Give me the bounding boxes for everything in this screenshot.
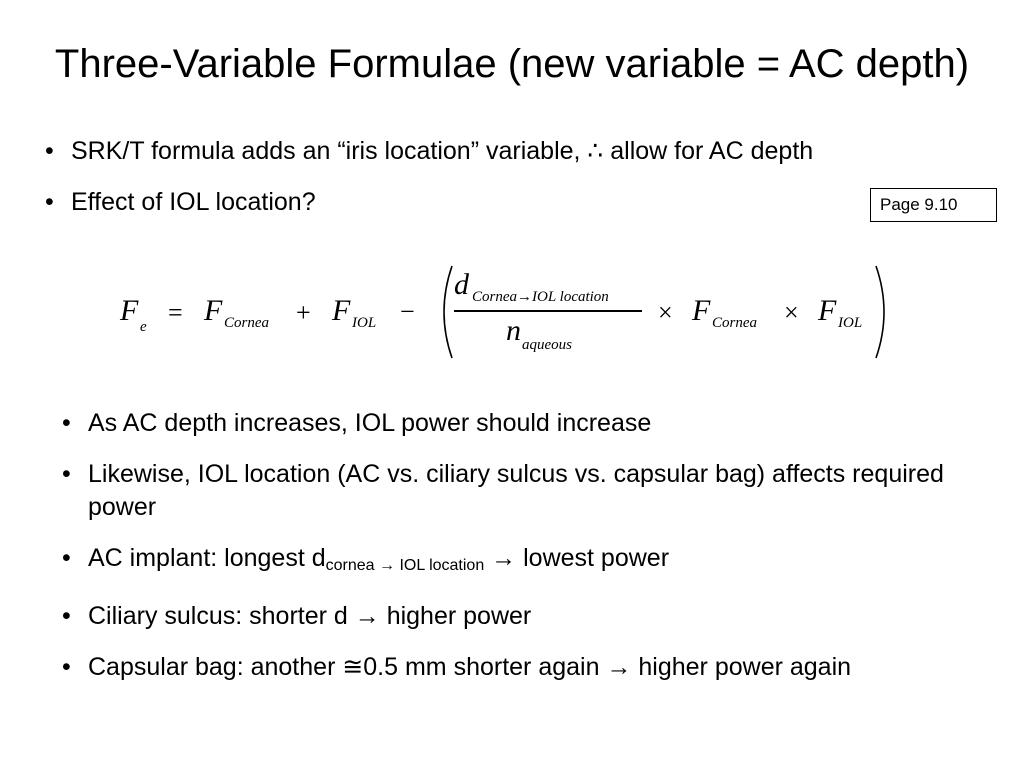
denominator-n: n [506, 314, 521, 347]
slide-title: Three-Variable Formulae (new variable = AC depth) [54, 42, 970, 86]
bullet-text-prefix: AC implant: longest d [88, 544, 326, 572]
bullet-icon: • [45, 188, 54, 216]
formula-sub-iol-2: IOL [838, 315, 863, 331]
equals-sign: = [168, 298, 183, 327]
formula-sub-iol: IOL [352, 315, 377, 331]
bullet-icon: • [62, 602, 71, 630]
bullet-text: SRK/T formula adds an “iris location” variable, ∴ allow for AC depth [71, 137, 814, 165]
list-item [62, 651, 978, 684]
bullet-text: Ciliary sulcus: shorter d → higher power [88, 602, 532, 630]
bullet-text: Effect of IOL location? [71, 188, 316, 216]
minus-sign: − [400, 297, 415, 326]
formula-sub-cornea-2: Cornea [712, 315, 757, 331]
bullet-text-suffix: → lowest power [484, 544, 670, 572]
bottom-bullet-list [62, 407, 978, 702]
list-item [62, 542, 978, 582]
bullet-text: Capsular bag: another ≅0.5 mm shorter again → higher power again [88, 653, 852, 681]
times-sign: × [784, 298, 799, 327]
times-sign: × [658, 298, 673, 327]
bullet-icon: • [62, 653, 71, 681]
bullet-icon: • [62, 460, 71, 488]
formula-term-fe: F [120, 294, 139, 327]
formula-term-f-cornea: F [204, 294, 223, 327]
list-item [45, 135, 971, 168]
bullet-text: Likewise, IOL location (AC vs. ciliary sulcus vs. capsular bag) affects required power [88, 460, 944, 521]
numerator-d: d [454, 268, 469, 301]
plus-sign: + [296, 298, 311, 327]
formula-sub-cornea: Cornea [224, 315, 269, 331]
bullet-icon: • [62, 409, 71, 437]
list-item [62, 600, 978, 633]
list-item [45, 186, 971, 219]
top-bullet-list [45, 135, 971, 237]
fraction-bar [454, 310, 642, 312]
formula [120, 262, 900, 362]
denominator-sub: aqueous [522, 337, 572, 353]
formula-term-f-iol: F [332, 294, 351, 327]
page-reference-box: Page 9.10 [870, 188, 997, 222]
right-parenthesis-icon [868, 262, 898, 362]
formula-sub-e: e [140, 319, 147, 335]
list-item [62, 407, 978, 440]
bullet-subscript: cornea → IOL location [325, 557, 485, 574]
numerator-sub: Cornea→IOL location [472, 289, 609, 305]
bullet-icon: • [62, 544, 71, 572]
bullet-icon: • [45, 137, 54, 165]
formula-term-f-cornea-2: F [692, 294, 711, 327]
list-item [62, 458, 978, 524]
bullet-text: As AC depth increases, IOL power should increase [88, 409, 652, 437]
formula-term-f-iol-2: F [818, 294, 837, 327]
